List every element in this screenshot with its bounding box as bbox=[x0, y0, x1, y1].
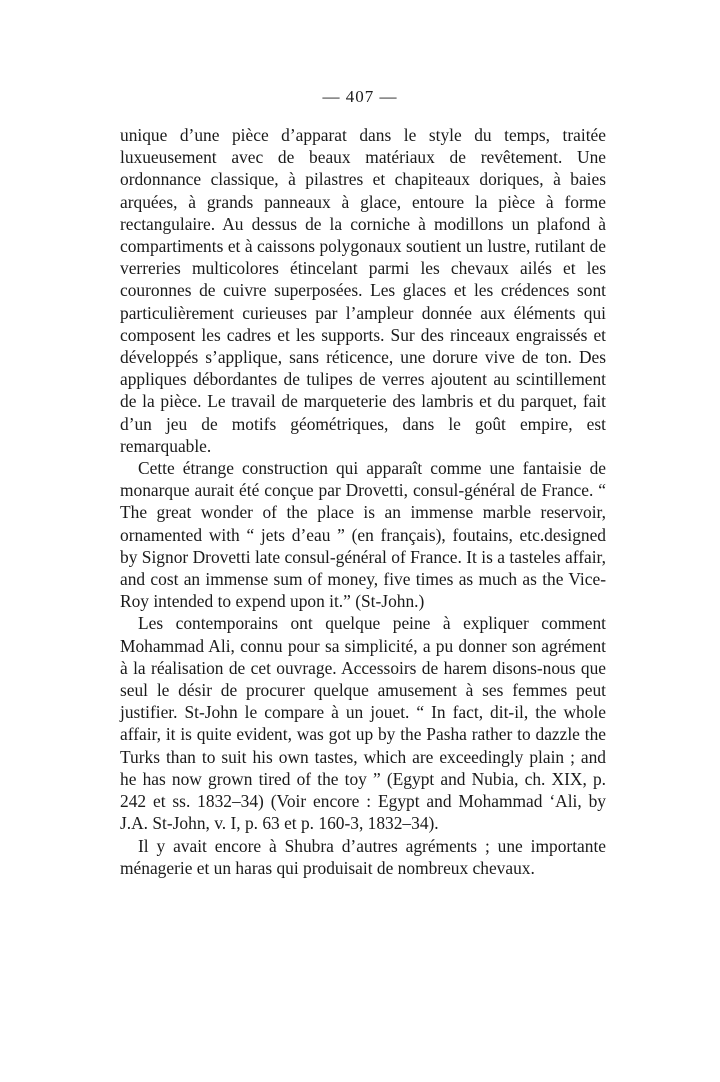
page-number: — 407 — bbox=[322, 87, 398, 106]
paragraph-4: Il y avait encore à Shubra d’autres agréments ; une importante ménagerie et un haras qui produisait de nombreux chevaux. bbox=[120, 835, 606, 878]
body-text bbox=[120, 124, 606, 879]
paragraph-3: Les contemporains ont quelque peine à expliquer comment Mohammad Ali, connu pour sa simplicité, a pu donner son agrément à la réalisation de cet ouvrage. Accessoirs de harem disons-nous que seul le désir de procurer quelque amusement à ses femmes peut justifier. St-John le compare à un jouet. “ In fact, dit-il, the whole affair, it is quite evident, was got up by the Pasha rather to dazzle the Turks than to suit his own tastes, which are exceedingly plain ; and he has now grown tired of the toy ” (Egypt and Nubia, ch. XIX, p. 242 et ss. 1832–34) (Voir encore : Egypt and Mohammad ‘Ali, by J.A. St-John, v. I, p. 63 et p. 160-3, 1832–34). bbox=[120, 613, 606, 834]
paragraph-2: Cette étrange construction qui apparaît comme une fantaisie de monarque aurait été conçue par Drovetti, consul-général de France. “ The great wonder of the place is an immense marble reservoir, ornamented with “ jets d’eau ” (en français), foutains, etc.designed by Signor Drovetti late consul-général of France. It is a tasteles affair, and cost an immense sum of money, five times as much as the Vice-Roy intended to expend upon it.” (St-John.) bbox=[120, 458, 606, 612]
paragraph-1: unique d’une pièce d’apparat dans le style du temps, traitée luxueusement avec de beaux matériaux de revêtement. Une ordonnance classique, à pilastres et chapiteaux doriques, à baies arquées, à grands panneaux à glace, entoure la pièce à forme rectangulaire. Au dessus de la corniche à modillons un plafond à compartiments et à caissons polygonaux soutient un lustre, rutilant de verreries multicolores étincelant parmi les chevaux ailés et les couronnes de cuivre superposées. Les glaces et les crédences sont particulièrement curieuses par l’ampleur donnée aux éléments qui composent les cadres et les supports. Sur des rinceaux engraissés et développés s’applique, sans réticence, une dorure vive de ton. Des appliques débordantes de tulipes de verres ajoutent au scintillement de la pièce. Le travail de marqueterie des lambris et du parquet, fait d’un jeu de motifs géométriques, dans le goût empire, est remarquable. bbox=[120, 125, 606, 456]
